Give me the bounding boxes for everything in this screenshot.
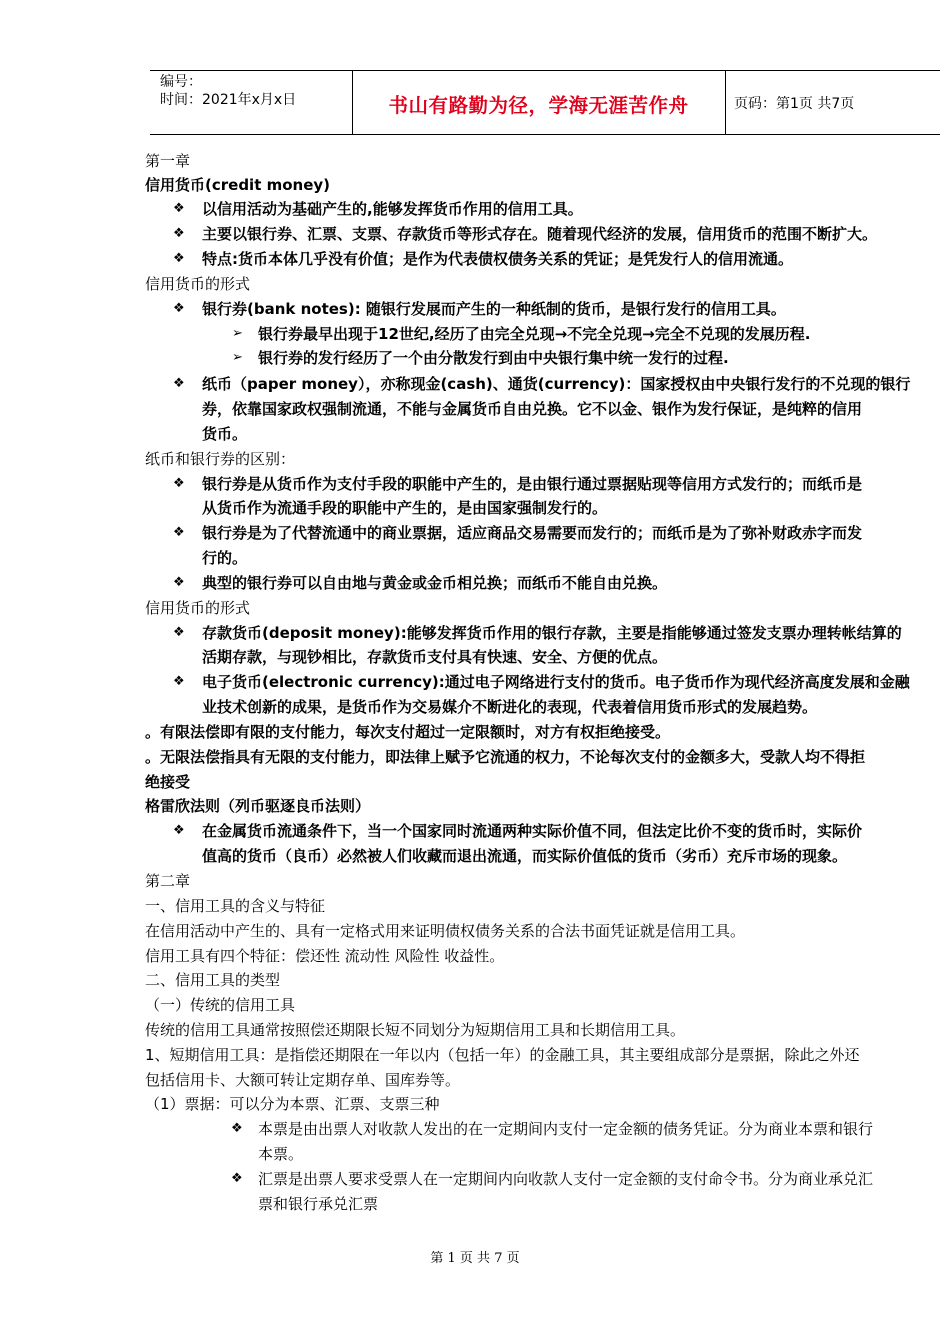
text-line: 信用货币的形式: [145, 599, 251, 617]
diamond-bullet-icon: ❖: [173, 376, 185, 391]
text-line: 信用工具有四个特征：偿还性 流动性 风险性 收益性。: [145, 947, 505, 965]
text-line: 值高的货币（良币）必然被人们收藏而退出流通，而实际价值低的货币（劣币）充斥市场的现象。: [202, 847, 848, 865]
text-line: 包括信用卡、大额可转让定期存单、国库券等。: [145, 1071, 461, 1089]
text-line: 第一章: [145, 152, 191, 170]
header-code-label: 编号：: [160, 74, 202, 90]
diamond-bullet-icon: ❖: [173, 525, 185, 540]
text-line: 信用货币(credit money): [145, 176, 331, 194]
text-line: 在金属货币流通条件下，当一个国家同时流通两种实际价值不同，但法定比价不变的货币时，实际价: [202, 822, 863, 840]
diamond-bullet-icon: ❖: [173, 823, 185, 838]
text-line: 从货币作为流通手段的职能中产生的，是由国家强制发行的。: [202, 499, 608, 517]
text-line: 银行券的发行经历了一个由分散发行到由中央银行集中统一发行的过程.: [258, 349, 729, 367]
text-line: 本票是由出票人对收款人发出的在一定期间内支付一定金额的债务凭证。分为商业本票和银行: [258, 1120, 874, 1138]
text-line: 业技术创新的成果，是货币作为交易媒介不断进化的表现，代表着信用货币形式的发展趋势。: [202, 698, 818, 716]
text-line: 银行券是从货币作为支付手段的职能中产生的，是由银行通过票据贴现等信用方式发行的；而纸币是: [202, 475, 863, 493]
arrow-bullet-icon: ➢: [232, 350, 243, 365]
text-line: （一）传统的信用工具: [145, 996, 296, 1014]
text-line: 。无限法偿指具有无限的支付能力，即法律上赋予它流通的权力，不论每次支付的金额多大，受款人均不得拒: [145, 748, 866, 766]
text-line: 一、信用工具的含义与特征: [145, 897, 326, 915]
text-line: 传统的信用工具通常按照偿还期限长短不同划分为短期信用工具和长期信用工具。: [145, 1021, 686, 1039]
text-line: 格雷欣法则（列币驱逐良币法则）: [145, 797, 371, 815]
text-line: 本票。: [258, 1145, 304, 1163]
text-line: 银行券是为了代替流通中的商业票据，适应商品交易需要而发行的；而纸币是为了弥补财政赤字而发: [202, 524, 863, 542]
text-line: 信用货币的形式: [145, 275, 251, 293]
diamond-bullet-icon: ❖: [231, 1171, 243, 1186]
text-line: 货币。: [202, 425, 248, 443]
text-line: 行的。: [202, 549, 248, 567]
diamond-bullet-icon: ❖: [173, 226, 185, 241]
diamond-bullet-icon: ❖: [173, 674, 185, 689]
diamond-bullet-icon: ❖: [173, 201, 185, 216]
diamond-bullet-icon: ❖: [231, 1121, 243, 1136]
text-line: 票和银行承兑汇票: [258, 1195, 379, 1213]
text-line: 。有限法偿即有限的支付能力，每次支付超过一定限额时，对方有权拒绝接受。: [145, 723, 671, 741]
text-line: 活期存款，与现钞相比，存款货币支付具有快速、安全、方便的优点。: [202, 648, 668, 666]
diamond-bullet-icon: ❖: [173, 625, 185, 640]
text-line: 以信用活动为基础产生的,能够发挥货币作用的信用工具。: [202, 200, 583, 218]
text-line: 二、信用工具的类型: [145, 971, 281, 989]
text-line: 在信用活动中产生的、具有一定格式用来证明债权债务关系的合法书面凭证就是信用工具。: [145, 922, 746, 940]
text-line: 电子货币(electronic currency):通过电子网络进行支付的货币。电子货币作为现代经济高度发展和金融: [202, 673, 910, 691]
diamond-bullet-icon: ❖: [173, 575, 185, 590]
text-line: 主要以银行券、汇票、支票、存款货币等形式存在。随着现代经济的发展，信用货币的范围不断扩大。: [202, 225, 878, 243]
diamond-bullet-icon: ❖: [173, 251, 185, 266]
text-line: 特点:货币本体几乎没有价值；是作为代表债权债务关系的凭证；是凭发行人的信用流通。: [202, 250, 794, 268]
text-line: 绝接受: [145, 773, 191, 791]
text-line: 纸币和银行券的区别：: [145, 450, 296, 468]
text-line: 银行券最早出现于12世纪,经历了由完全兑现→不完全兑现→完全不兑现的发展历程.: [258, 325, 811, 343]
page-footer: 第 1 页 共 7 页: [430, 1251, 520, 1266]
text-line: 汇票是出票人要求受票人在一定期间内向收款人支付一定金额的支付命令书。分为商业承兑汇: [258, 1170, 874, 1188]
text-line: 券，依靠国家政权强制流通，不能与金属货币自由兑换。它不以金、银作为发行保证，是纯粹的信用: [202, 400, 863, 418]
text-line: 银行券(bank notes): 随银行发展而产生的一种纸制的货币，是银行发行的信用工具。: [202, 300, 786, 318]
header-motto: 书山有路勤为径，学海无涯苦作舟: [388, 94, 689, 117]
header-page-label: 页码：第1页 共7页: [734, 96, 855, 112]
text-line: 1、短期信用工具：是指偿还期限在一年以内（包括一年）的金融工具，其主要组成部分是票据，除此之外还: [145, 1046, 860, 1064]
diamond-bullet-icon: ❖: [173, 301, 185, 316]
text-line: 典型的银行券可以自由地与黄金或金币相兑换；而纸币不能自由兑换。: [202, 574, 668, 592]
text-line: 纸币（paper money），亦称现金(cash)、通货(currency)：国家授权由中央银行发行的不兑现的银行: [202, 375, 911, 393]
arrow-bullet-icon: ➢: [232, 326, 243, 341]
diamond-bullet-icon: ❖: [173, 476, 185, 491]
text-line: 存款货币(deposit money):能够发挥货币作用的银行存款，主要是指能够通过签发支票办理转帐结算的: [202, 624, 902, 642]
text-line: （1）票据：可以分为本票、汇票、支票三种: [145, 1095, 440, 1113]
text-line: 第二章: [145, 872, 191, 890]
header-time-label: 时间：2021年x月x日: [160, 92, 297, 108]
